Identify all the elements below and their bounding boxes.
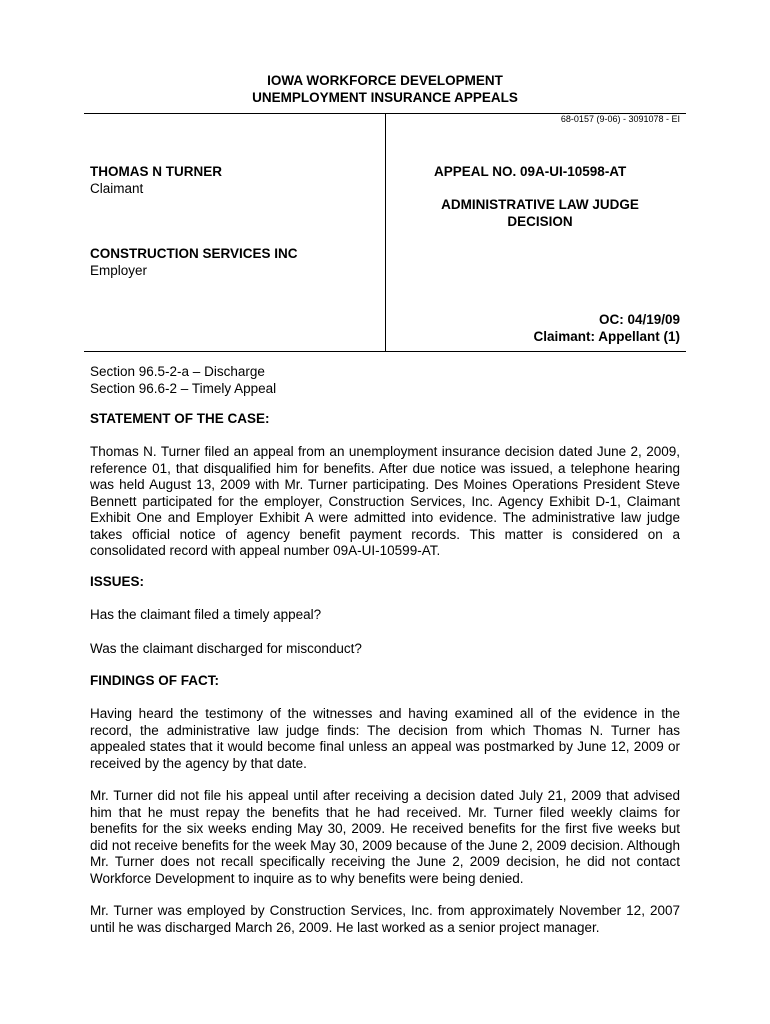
- findings-paragraph-3: Mr. Turner was employed by Construction Services, Inc. from approximately November 12, 2007 until he was discharged March 26, 2009. He last worked as a senior project manager.: [90, 903, 680, 935]
- section-timely-appeal: Section 96.6-2 – Timely Appeal: [90, 381, 277, 396]
- findings-heading: FINDINGS OF FACT:: [90, 673, 219, 688]
- section-discharge: Section 96.5-2-a – Discharge: [90, 364, 265, 379]
- original-claim-date: OC: 04/19/09: [598, 312, 680, 327]
- findings-paragraph-1: Having heard the testimony of the witnesses and having examined all of the evidence in the record, the administrative law judge finds: The decision from which Thomas N. Turner has appealed states that it would become final unless an appeal was postmarked by June 12, 2009 or received by the agency by that date.: [90, 706, 680, 771]
- decision-title-line1: ADMINISTRATIVE LAW JUDGE: [441, 197, 639, 212]
- findings-paragraph-2: Mr. Turner did not file his appeal until after receiving a decision dated July 21, 2009 that advised him that he must repay the benefits that he had received. Mr. Turner filed weekly claims for benefits for the six weeks ending May 30, 2009. He received benefits for the first five weeks but did not receive benefits for the week May 30, 2009 because of the June 2, 2009 decision. Although Mr. Turner does not recall specifically receiving the June 2, 2009 decision, he did not contact Workforce Development to inquire as to why benefits were being denied.: [90, 788, 680, 886]
- caption-divider: [385, 113, 386, 352]
- employer-name: CONSTRUCTION SERVICES INC: [90, 246, 298, 261]
- claimant-role: Claimant: [90, 181, 144, 196]
- statement-paragraph: Thomas N. Turner filed an appeal from an unemployment insurance decision dated June 2, 2009, reference 01, that disqualified him for benefits. After due notice was issued, a telephone hearing was held August 13, 2009 with Mr. Turner participating. Des Moines Operations President Steve Bennett participated for the employer, Construction Services, Inc. Agency Exhibit D-1, Claimant Exhibit One and Employer Exhibit A were admitted into evidence. The administrative law judge takes official notice of agency benefit payment records. This matter is considered on a consolidated record with appeal number 09A-UI-10599-AT.: [90, 444, 680, 558]
- issue-misconduct: Was the claimant discharged for misconduct?: [90, 641, 362, 656]
- caption-bottom-divider: [84, 351, 686, 352]
- agency-title: IOWA WORKFORCE DEVELOPMENT: [267, 73, 503, 88]
- claimant-name: THOMAS N TURNER: [90, 164, 222, 179]
- appeal-number: APPEAL NO. 09A-UI-10598-AT: [434, 164, 627, 179]
- claimant-status: Claimant: Appellant (1): [533, 329, 680, 344]
- division-title: UNEMPLOYMENT INSURANCE APPEALS: [252, 90, 518, 105]
- statement-heading: STATEMENT OF THE CASE:: [90, 411, 270, 426]
- form-code: 68-0157 (9-06) - 3091078 - EI: [560, 114, 680, 124]
- employer-role: Employer: [90, 263, 148, 278]
- decision-title-line2: DECISION: [507, 214, 573, 229]
- issues-heading: ISSUES:: [90, 574, 145, 589]
- issue-timely-appeal: Has the claimant filed a timely appeal?: [90, 607, 322, 622]
